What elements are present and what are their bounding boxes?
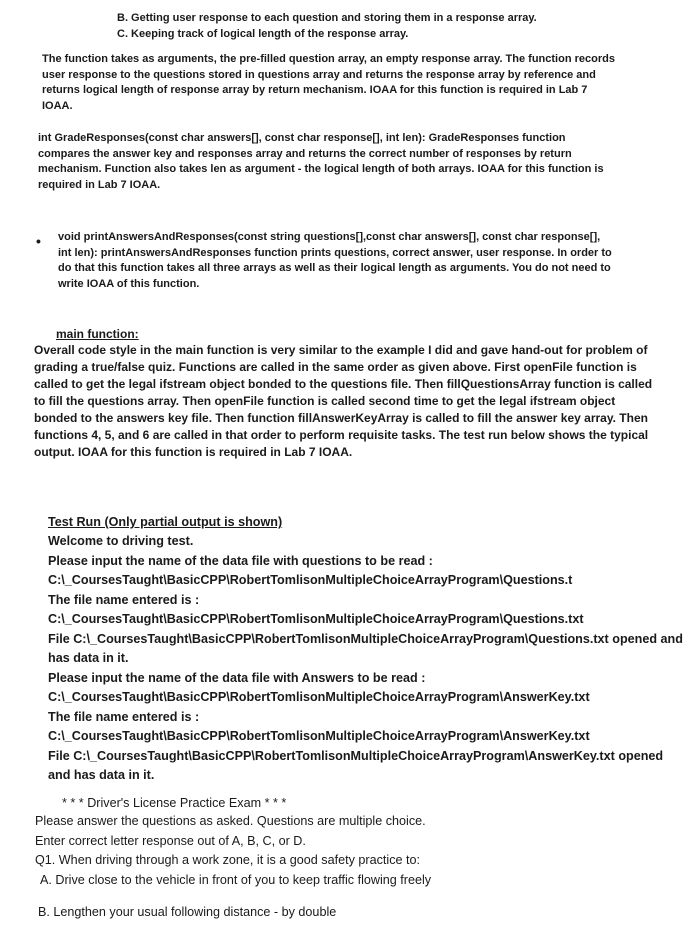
output-line: The file name entered is : [48,592,200,607]
text-line: IOAA. [42,99,73,112]
output-line: The file name entered is : [48,709,200,724]
output-line: and has data in it. [48,768,155,782]
output-line: C:\_CoursesTaught\BasicCPP\RobertTomlisonMultipleChoiceArrayProgram\Questions.t [48,573,573,587]
fill-response-paragraph [42,52,615,114]
output-line: C:\_CoursesTaught\BasicCPP\RobertTomlisonMultipleChoiceArrayProgram\AnswerKey.txt [48,729,590,743]
text-line: The function takes as arguments, the pre-filled question array, an empty response array. The function records [42,53,615,65]
item-b: B. Getting user response to each question and storing them in a response array. [117,12,537,24]
text-line: mechanism. Function also takes len as argument - the logical length of both arrays. IOAA for this function is [38,163,604,175]
print-answers-paragraph [58,230,612,292]
text-line: do that this function takes all three arrays as well as their logical length as arguments. You do not need to [58,262,611,274]
exam-line: Please answer the questions as asked. Questions are multiple choice. [35,814,426,828]
top-items [117,11,537,42]
exam-line: Q1. When driving through a work zone, it is a good safety practice to: [35,853,421,867]
main-function-paragraph [34,342,652,461]
test-run-heading: Test Run (Only partial output is shown) [48,515,283,529]
output-line: File C:\_CoursesTaught\BasicCPP\RobertTomlisonMultipleChoiceArrayProgram\Questions.txt opened and [48,631,683,646]
output-line: Please input the name of the data file with questions to be read : [48,553,433,568]
grade-responses-paragraph [38,131,604,193]
text-line: write IOAA of this function. [58,277,200,290]
text-line: output. IOAA for this function is required in Lab 7 IOAA. [34,445,353,459]
output-line: Please input the name of the data file with Answers to be read : [48,670,426,685]
output-line: has data in it. [48,651,129,665]
output-line: C:\_CoursesTaught\BasicCPP\RobertTomlisonMultipleChoiceArrayProgram\Questions.txt [48,612,584,626]
item-c: C. Keeping track of logical length of the response array. [117,27,409,40]
output-line: Welcome to driving test. [48,534,194,548]
text-line: int GradeResponses(const char answers[], const char response[], int len): GradeResponses function [38,132,566,144]
text-line: Overall code style in the main function is very similar to the example I did and gave hand-out for problem of [34,343,648,357]
output-line: C:\_CoursesTaught\BasicCPP\RobertTomlisonMultipleChoiceArrayProgram\AnswerKey.txt [48,690,590,704]
exam-instructions [35,812,431,890]
exam-title: * * * Driver's License Practice Exam * * * [62,796,287,810]
text-line: user response to the questions stored in questions array and returns the response array by reference and [42,68,596,81]
text-line: functions 4, 5, and 6 are called in that order to perform requisite tasks. The test run below shows the typical [34,428,649,442]
exam-line: A. Drive close to the vehicle in front of you to keep traffic flowing freely [40,872,432,887]
text-line: void printAnswersAndResponses(const string questions[],const char answers[], const char response[], [58,231,601,243]
text-line: to fill the questions array. Then openFile function is called second time to get the legal ifstream object [34,394,616,408]
text-line: grading a true/false quiz. Functions are called in the same order as given above. First openFile function is [34,360,637,374]
text-line: bonded to the answers key file. Then function fillAnswerKeyArray is called to fill the answer key array. Then [34,411,648,425]
text-line: int len): printAnswersAndResponses function prints questions, correct answer, user response. In order to [58,246,612,259]
text-line: called to get the legal ifstream object bonded to the questions file. Then fillQuestionsArray function is called [34,377,653,391]
output-line: File C:\_CoursesTaught\BasicCPP\RobertTomlisonMultipleChoiceArrayProgram\AnswerKey.txt opened [48,748,664,763]
exam-line: Enter correct letter response out of A, B, C, or D. [35,833,306,848]
test-run-output [48,532,683,786]
text-line: required in Lab 7 IOAA. [38,178,161,191]
bullet-icon: • [36,233,41,249]
text-line: returns logical length of response array by return mechanism. IOAA for this function is required in Lab 7 [42,84,588,96]
text-line: compares the answer key and responses array and returns the correct number of responses by return [38,147,572,160]
main-function-heading: main function: [56,327,139,341]
option-b-line: B. Lengthen your usual following distance - by double [38,905,337,919]
